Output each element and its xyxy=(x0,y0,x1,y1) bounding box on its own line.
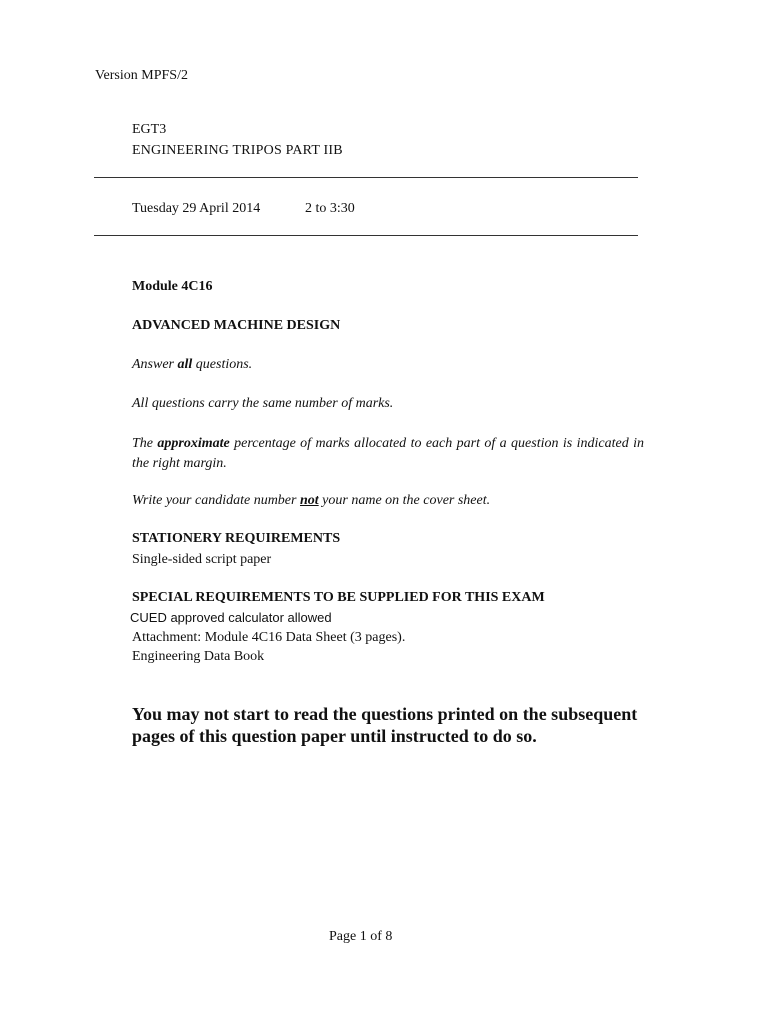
approx-post: percentage of marks allocated to each part of a question is indicated in the right margin. xyxy=(132,436,644,471)
answer-post: questions. xyxy=(192,357,253,372)
version-label: Version MPFS/2 xyxy=(95,68,188,83)
approx-pre: The xyxy=(132,436,158,451)
candidate-post: your name on the cover sheet. xyxy=(318,493,491,508)
marks-instruction: All questions carry the same number of marks. xyxy=(132,396,394,411)
page-number: Page 1 of 8 xyxy=(329,929,393,944)
candidate-emphasis: not xyxy=(299,493,319,508)
answer-pre: Answer xyxy=(132,357,178,372)
approx-emphasis: approximate xyxy=(157,436,230,451)
module-title: ADVANCED MACHINE DESIGN xyxy=(132,318,341,333)
answer-instruction xyxy=(132,357,252,373)
approx-instruction xyxy=(132,434,644,474)
stationery-heading: STATIONERY REQUIREMENTS xyxy=(132,531,341,546)
exam-date: Tuesday 29 April 2014 xyxy=(132,201,261,216)
special-item-attachment: Attachment: Module 4C16 Data Sheet (3 pages). xyxy=(132,630,406,645)
answer-emphasis: all xyxy=(177,357,193,372)
module-number: Module 4C16 xyxy=(132,279,213,294)
top-divider xyxy=(94,177,638,178)
tripos-title: ENGINEERING TRIPOS PART IIB xyxy=(132,143,343,158)
special-heading: SPECIAL REQUIREMENTS TO BE SUPPLIED FOR THIS EXAM xyxy=(132,590,545,605)
candidate-pre: Write your candidate number xyxy=(132,493,300,508)
special-item-calculator: CUED approved calculator allowed xyxy=(130,610,332,625)
exam-code: EGT3 xyxy=(132,122,167,137)
exam-time: 2 to 3:30 xyxy=(305,201,355,216)
candidate-instruction xyxy=(132,493,490,509)
bottom-divider xyxy=(94,235,638,236)
start-notice: You may not start to read the questions printed on the subsequent pages of this question paper until instructed to do so. xyxy=(132,704,638,746)
special-item-databook: Engineering Data Book xyxy=(132,649,265,664)
stationery-item: Single-sided script paper xyxy=(132,552,272,567)
